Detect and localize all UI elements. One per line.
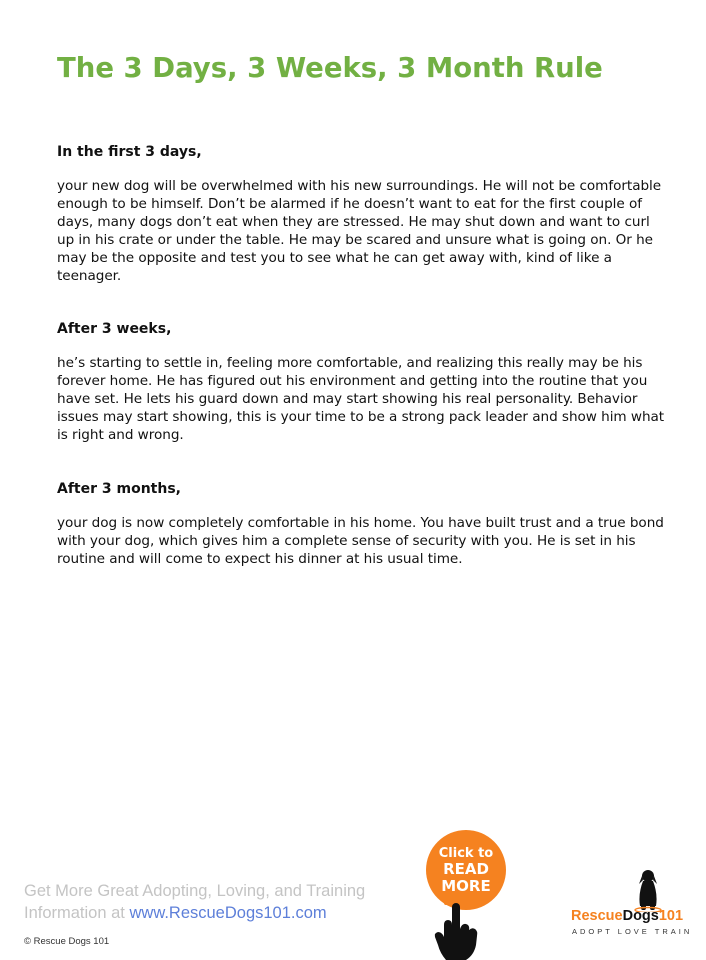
logo-num: 101 xyxy=(658,908,684,924)
section-after-3-months xyxy=(57,480,667,568)
page-title: The 3 Days, 3 Weeks, 3 Month Rule xyxy=(57,52,603,84)
copyright: © Rescue Dogs 101 xyxy=(24,936,110,947)
website-link[interactable]: www.RescueDogs101.com xyxy=(129,904,327,922)
section-after-3-weeks xyxy=(57,320,667,444)
logo-tagline: ADOPT LOVE TRAIN xyxy=(572,927,693,936)
footer-line-2 xyxy=(24,902,365,924)
section-heading: After 3 months, xyxy=(57,481,181,497)
footer-line-1: Get More Great Adopting, Loving, and Training xyxy=(24,882,366,900)
logo-dogs: Dogs xyxy=(622,908,659,924)
section-body: he’s starting to settle in, feeling more comfortable, and realizing this really may be his forever home. He has figured out his environment and getting into the routine that you have set. He lets his guard down and may start showing his real personality. Behavior issues may start showing, this is your time to be a strong pack leader and show him what is right and wrong. xyxy=(57,355,665,444)
footer-line-2-prefix: Information at xyxy=(24,904,130,922)
cta-line-2: READ xyxy=(443,859,489,878)
section-heading: In the first 3 days, xyxy=(57,144,202,160)
section-heading: After 3 weeks, xyxy=(57,321,172,337)
logo-rescue: Rescue xyxy=(571,908,623,924)
pointing-hand-icon xyxy=(432,893,480,960)
section-body: your dog is now completely comfortable in his home. You have built trust and a true bond with your dog, which gives him a complete sense of security with you. He is set in his routine and will come to expect his dinner at his usual time. xyxy=(57,515,664,568)
footer-promo xyxy=(24,880,365,924)
dog-silhouette-icon xyxy=(634,870,662,912)
section-body: your new dog will be overwhelmed with his new surroundings. He will not be comfortable enough to be himself. Don’t be alarmed if he doesn’t want to eat for the first couple of days, many dogs don’t eat when they are stressed. He may shut down and want to curl up in his crate or under the table. He may be scared and unsure what is going on. Or he may be the opposite and test you to see what he can get away with, kind of like a teenager. xyxy=(57,178,662,285)
logo-wordmark xyxy=(571,908,683,924)
cta-line-1: Click to xyxy=(438,845,494,861)
cta-line-3: MORE xyxy=(441,876,491,895)
section-first-3-days xyxy=(57,143,667,286)
